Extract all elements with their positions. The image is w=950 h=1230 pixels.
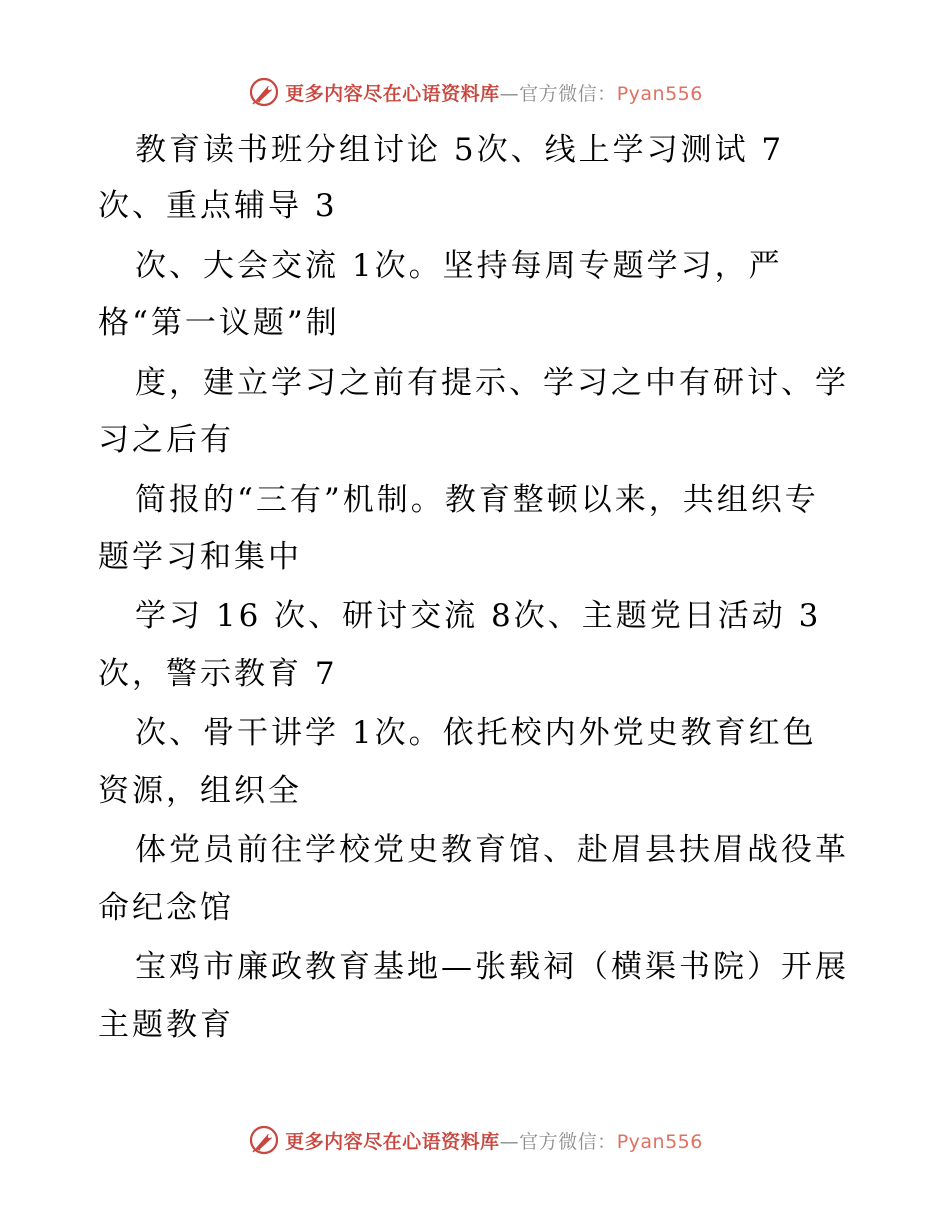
pen-nib-logo-icon (247, 1123, 281, 1157)
text-line: 教育读书班分组讨论 5次、线上学习测试 7 (135, 132, 785, 168)
text-line: 次、骨干讲学 1次。依托校内外党史教育红色 (135, 715, 817, 751)
watermark-id: Pyan556 (616, 82, 703, 105)
text-line: 次、大会交流 1次。坚持每周专题学习，严 (135, 248, 783, 284)
watermark-brand: 更多内容尽在心语资料库 (285, 1130, 500, 1153)
text-line: 度，建立学习之前有提示、学习之中有研讨、学 (135, 365, 849, 401)
text-line: 题学习和集中 (98, 539, 302, 575)
watermark-brand: 更多内容尽在心语资料库 (285, 82, 500, 105)
text-line: 主题教育 (98, 1007, 234, 1043)
header-watermark (0, 72, 950, 112)
watermark-id: Pyan556 (616, 1130, 703, 1153)
text-line: 简报的“三有”机制。教育整顿以来，共组织专 (135, 482, 819, 518)
text-line: 格“第一议题”制 (98, 305, 340, 341)
text-line: 学习 16 次、研讨交流 8次、主题党日活动 3 (135, 598, 822, 634)
watermark-label: 官方微信： (519, 1130, 617, 1153)
watermark-dash: — (499, 1130, 520, 1153)
watermark-dash: — (499, 82, 520, 105)
text-line: 习之后有 (98, 422, 234, 458)
text-line: 体党员前往学校党史教育馆、赴眉县扶眉战役革 (135, 832, 849, 868)
text-line: 命纪念馆 (98, 890, 234, 926)
watermark-label: 官方微信： (519, 82, 617, 105)
text-line: 资源，组织全 (98, 773, 302, 809)
text-line: 宝鸡市廉政教育基地—张载祠（横渠书院）开展 (135, 949, 849, 985)
footer-watermark (0, 1120, 950, 1160)
pen-nib-logo-icon (247, 75, 281, 109)
text-line: 次，警示教育 7 (98, 656, 338, 692)
text-line: 次、重点辅导 3 (98, 188, 338, 224)
